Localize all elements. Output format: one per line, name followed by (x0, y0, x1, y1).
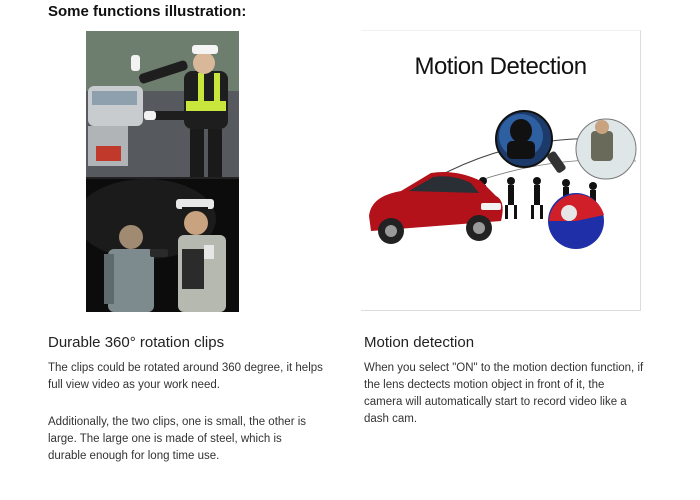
left-feature-paragraph-2: Additionally, the two clips, one is small, the other is large. The large one is made of steel, which is durable enough for long time use. (48, 416, 307, 462)
illustration-title: Motion Detection (414, 53, 587, 80)
right-feature-paragraph-1: When you select "ON" to the motion dection function, if the lens dectects motion object in front of it, the camera will automatically start to record video like a dash cam. (364, 362, 644, 425)
night-checkpoint-image (86, 179, 239, 312)
right-feature-title: Motion detection (364, 334, 475, 351)
motion-detection-illustration (361, 30, 641, 311)
traffic-officer-image (86, 31, 239, 177)
left-feature-paragraph-1: The clips could be rotated around 360 degree, it helps full view video as your work need. (48, 362, 323, 391)
police-photo (86, 31, 239, 312)
left-feature-title: Durable 360° rotation clips (48, 334, 225, 351)
section-heading: Some functions illustration: (48, 3, 247, 20)
